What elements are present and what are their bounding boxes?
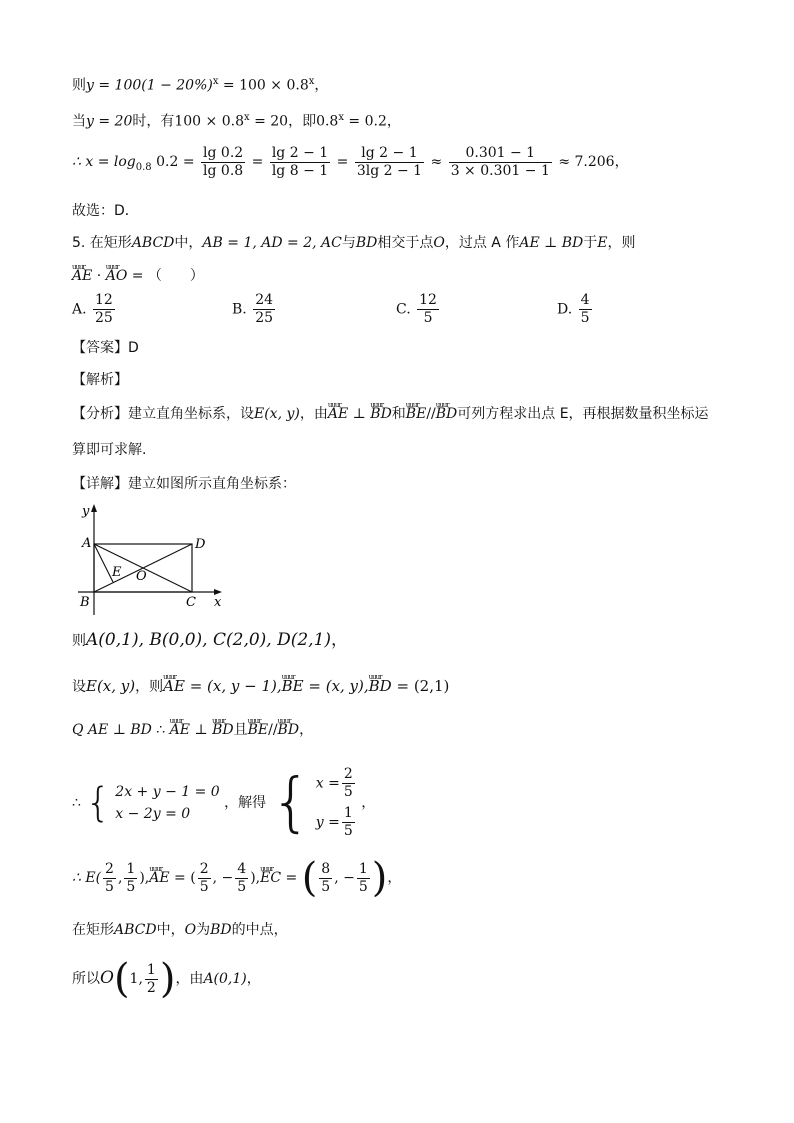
numerator: 4 [237,860,247,877]
math: E(x, y) [254,406,300,422]
fraction [145,962,158,997]
numerator: lg 2 − 1 [355,145,424,163]
vector: uuur BD [369,676,392,696]
vector: uuur BE [248,720,269,740]
numerator: lg 0.2 [203,144,244,161]
detail-tag-line: 【详解】建立如图所示直角坐标系： [72,476,296,492]
denominator: lg 8 − 1 [271,162,329,179]
analysis-line-2: 算即可求解. [72,442,147,458]
denominator: 2 [146,979,156,996]
denominator: 5 [237,878,247,895]
option-label: A. [72,301,87,318]
coordinates-line [72,630,348,651]
math: E [597,235,608,251]
text: 于 [583,235,598,251]
denominator: 5 [126,878,136,895]
solution-system [316,766,357,840]
solution-y [316,805,357,840]
midpoint-line [72,920,288,940]
numerator: 12 [419,292,437,308]
vector: uuur AE [149,858,169,898]
option-label: C. [396,301,411,318]
point-c-label: C [186,595,196,610]
math: = (x, y − 1), [184,677,282,695]
perp-parallel-line [72,720,313,740]
math: = (x, y), [303,677,369,695]
fraction [319,861,332,896]
coordinate-figure [72,500,232,618]
vector: uuur BD [436,404,458,424]
text: ，则 [135,679,164,695]
paren: ( [113,956,130,1002]
option-label: D. [557,301,573,318]
math: O [100,968,114,988]
numerator: 1 [343,805,353,821]
segment-ae [94,544,113,582]
approx: ≈ [430,154,443,170]
denominator: 5 [580,310,590,326]
perp: ⊥ [348,406,371,422]
text: ，过点 A 作 [444,235,520,251]
punct: ， [299,722,314,738]
numerator: 1 [358,860,368,877]
exponent: x [308,76,315,87]
option-d [557,292,594,327]
math: AB = 1, AD = 2, AC [202,235,342,251]
text: 且 [233,722,248,738]
numerator: 1 [126,860,136,877]
solution-x [316,766,357,801]
punct: , − [212,870,234,886]
log-base: 0.8 [135,161,152,173]
vector: uuur BE [282,676,304,696]
numerator: 0.301 − 1 [449,145,552,163]
math: AE ⊥ BD [519,235,584,251]
option-b [232,292,277,327]
denominator: 25 [255,310,274,326]
vector: uuur AE [72,266,92,286]
numerator: 2 [105,860,114,877]
point-o-label: O [136,569,147,584]
fraction [270,145,330,180]
formula: 100 × 0.8 [174,113,244,130]
formula: y = 20 [86,113,133,130]
numerator: 24 [255,292,274,308]
option-label: B. [232,301,247,318]
text: ，由 [175,971,204,987]
text: 的中点， [231,922,288,938]
punct: ), [250,870,261,886]
equals: = ( [169,870,196,886]
solution-line-2 [72,108,401,132]
solution-line-1 [72,72,328,96]
numerator: 12 [95,292,113,308]
equation-system [115,781,219,825]
solution-line-3 [72,142,629,188]
punct: ， [331,630,349,650]
vector: uuur BD [370,404,392,424]
point-a-label: A [82,536,92,551]
math: Q AE ⊥ BD [72,722,152,738]
y-label: y [82,504,90,519]
vector: uuur AE [163,676,185,696]
math: A(0,1) [203,971,247,987]
fraction [235,861,248,896]
fraction [417,292,439,327]
punct: ， [314,77,329,94]
vector: uuur BE [406,404,427,424]
point-b-label: B [80,595,90,610]
punct: , [117,870,123,886]
formula: 0.8 [316,113,339,130]
result: ≈ 7.206， [558,154,629,170]
fraction [342,805,355,840]
punct: ， [246,971,261,987]
text: ，解得 [224,795,267,811]
text: 5. 在矩形 [72,235,132,251]
denominator: 5 [423,310,433,326]
formula: y = 100(1 − 20%) [86,77,213,94]
question-5-stem [72,233,636,253]
math: BD [210,922,232,938]
final-line [72,956,261,1002]
var: x = [315,775,340,792]
text: 相交于点 [377,235,434,251]
x-label: x [214,595,222,610]
text: 和 [391,406,406,422]
math: BD [355,235,378,251]
vector: uuur AE [328,404,348,424]
denominator: 25 [95,310,113,326]
math: E(x, y) [86,677,136,695]
text: 为 [196,922,211,938]
perp: ⊥ [190,722,213,738]
text: 可列方程求出点 E，再根据数量积坐标运 [457,406,709,422]
denominator: 5 [343,784,353,800]
equation: 2x + y − 1 = 0 [115,784,220,800]
formula: = 0.2， [343,113,401,130]
math: 1, [129,971,143,987]
text: ，则 [607,235,636,251]
vector: uuur BD [278,720,300,740]
paren: ) [371,855,388,901]
fraction [355,145,424,180]
denominator: 3 × 0.301 − 1 [450,162,550,179]
text: 在矩形 [72,922,114,938]
fraction [342,766,355,801]
numerator: 1 [146,961,156,978]
denominator: 5 [343,823,353,839]
formula: 0.2 = [151,154,195,170]
equals: = [336,154,349,170]
text: 时，有 [132,113,175,130]
math: O [184,922,197,938]
math: A(0,1), B(0,0), C(2,0), D(2,1) [86,630,332,650]
math: ABCD [114,922,157,938]
therefore: ∴ [151,722,170,738]
dot: · [92,268,106,284]
formula: = 20，即 [249,113,317,130]
fraction [579,292,592,327]
analysis-tag: 【解析】 [72,372,128,388]
fraction [198,861,211,896]
punct: ， [387,870,402,886]
fraction [93,292,115,327]
text: 中， [174,235,203,251]
text: 当 [72,113,86,130]
paren: ) [159,956,176,1002]
text: 则 [72,633,86,649]
analysis-line-1 [72,404,709,424]
denominator: 5 [358,878,368,895]
left-brace: { [85,780,111,826]
e-coordinates-line [72,855,402,901]
numerator: 2 [199,860,209,877]
left-brace: { [270,766,312,840]
denominator: 5 [199,878,209,895]
set-e-line [72,676,449,697]
parallel: // [268,722,278,738]
fraction [449,145,552,180]
exponent: x [212,76,219,87]
text: 则 [72,77,86,94]
denominator: lg 0.8 [203,162,244,179]
equals: = [251,154,264,170]
exponent: x [338,112,344,123]
fraction [201,145,245,180]
point-e-label: E [112,565,122,580]
blank: = （ ） [127,268,204,284]
question-5-expression [72,266,204,286]
formula: = 100 × 0.8 [218,77,309,94]
text: ，由 [299,406,328,422]
punct: , − [334,870,355,886]
vector: uuur EC [260,858,281,898]
fraction [253,292,275,327]
exponent: x [243,112,250,123]
text: 【分析】建立直角坐标系，设 [72,406,254,422]
denominator: 3lg 2 − 1 [356,162,423,179]
y-axis-arrow [91,504,97,512]
equals: = [281,870,302,886]
punct: ), [139,870,150,886]
answer-tag: 【答案】D [72,340,139,356]
point-d-label: D [195,537,206,552]
text: 中， [156,922,185,938]
numerator: 8 [321,860,331,877]
denominator: 5 [105,878,114,895]
math: = (2,1) [391,677,450,695]
math: ABCD [131,235,175,251]
numerator: 2 [343,766,353,782]
numerator: lg 2 − 1 [271,144,329,161]
formula: ∴ x = log [72,154,136,170]
therefore: ∴ [72,795,81,811]
denominator: 5 [321,878,331,895]
punct: ， [361,795,376,811]
numerator: 4 [580,292,590,308]
var: y = [315,814,340,831]
option-c [396,292,441,327]
fraction [124,861,137,896]
vector: uuur AO [106,266,128,286]
paren: ( [301,855,318,901]
option-a [72,292,117,327]
system-line [72,766,375,840]
equation: x − 2y = 0 [115,806,191,822]
vector: uuur BD [212,720,234,740]
fraction [357,861,370,896]
text: 与 [341,235,356,251]
text: 所以 [72,971,100,987]
answer-choice-line: 故选：D． [72,203,139,219]
math: ∴ E( [72,870,102,886]
fraction [103,861,116,896]
text: 设 [72,679,86,695]
parallel: // [426,406,436,422]
vector: uuur AE [170,720,190,740]
math: O [433,235,445,251]
